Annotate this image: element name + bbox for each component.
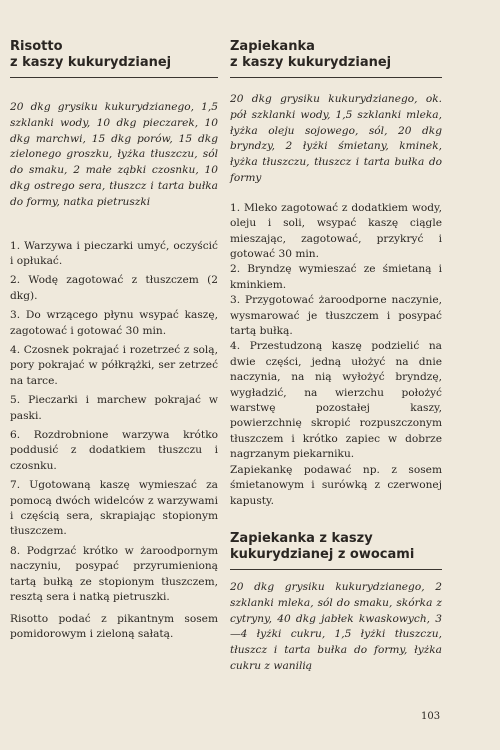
- right-title-divider: [230, 77, 442, 78]
- left-recipe-title-line1: Risotto: [10, 39, 63, 54]
- right-recipe-heading: [230, 39, 442, 71]
- right-recipe-title-line1: Zapiekanka: [230, 39, 315, 54]
- left-step-2: 2. Wodę zagotować z tłuszczem (2 dkg).: [10, 274, 218, 302]
- left-recipe-title-line2: z kaszy kukurydzianej: [10, 55, 172, 70]
- right-serving-note: Zapiekankę podawać np. z sosem śmietanowym i surówką z czerwonej kapusty.: [230, 463, 442, 507]
- right-recipe2-title-line2: kukurydzianej z owocami: [230, 546, 415, 562]
- left-step-1: 1. Warzywa i pieczarki umyć, oczyścić i opłukać.: [10, 239, 218, 267]
- right-recipe-title-line2: z kaszy kukurydzianej: [230, 55, 392, 70]
- right-step-1: 1. Mleko zagotować z dodatkiem wody, oleju i soli, wsypać kaszę ciągle mieszając, zagotować, przykryć i gotować 30 min.: [230, 201, 442, 260]
- right-steps-list: [230, 201, 442, 463]
- right-step-4: 4. Przestudzoną kaszę podzielić na dwie części, jedną ułożyć na dnie naczynia, na nią wyłożyć bryndzę, wygładzić, na wierzchu położyć warstwę pozostałej kaszy, powierzchnię skropić rozpuszczonym tłuszczem i krótko zapiec w dobrze nagrzanym piekarniku.: [230, 340, 442, 461]
- left-steps-list: [10, 239, 218, 606]
- right-recipe2-heading: [230, 531, 442, 563]
- left-step-8: 8. Podgrzać krótko w żaroodpornym naczyniu, posypać przyrumienioną tartą bułką ze stopionym tłuszczem, resztą sera i natką pietruszki.: [10, 544, 218, 604]
- left-step-6: 6. Rozdrobnione warzywa krótko poddusić z dodatkiem tłuszczu i czosnku.: [10, 429, 218, 472]
- left-column: [10, 0, 218, 642]
- left-ingredients: 20 dkg grysiku kukurydzianego, 1,5 szklanki wody, 10 dkg pieczarek, 10 dkg marchwi, 15 dkg porów, 15 dkg zielonego groszku, łyżka tłuszczu, sól do smaku, 2 małe ząbki czosnku, 10 dkg ostrego sera, tłuszcz i tarta bułka do formy, natka pietruszki: [10, 101, 218, 208]
- right-recipe2-title-line1: Zapiekanka z kaszy: [230, 530, 373, 546]
- right-step-2: 2. Bryndzę wymieszać ze śmietaną i kminkiem.: [230, 263, 442, 291]
- left-step-4: 4. Czosnek pokrajać i rozetrzeć z solą, pory pokrajać w półkrążki, ser zetrzeć na tarce.: [10, 344, 218, 387]
- left-title-divider: [10, 77, 218, 78]
- right-column: [230, 0, 442, 675]
- right-step-3: 3. Przygotować żaroodporne naczynie, wysmarować je tłuszczem i posypać tartą bułką.: [230, 294, 442, 338]
- right-recipe2-ingredients: 20 dkg grysiku kukurydzianego, 2 szklanki mleka, sól do smaku, skórka z cytryny, 40 dkg jabłek kwaskowych, 3—4 łyżki cukru, 1,5 łyżki tłuszczu, tłuszcz i tarta bułka do formy, łyżka cukru z wanilią: [230, 580, 442, 672]
- page-number: 103: [421, 711, 441, 722]
- left-step-3: 3. Do wrzącego płynu wsypać kaszę, zagotować i gotować 30 min.: [10, 309, 218, 337]
- left-step-5: 5. Pieczarki i marchew pokrajać w paski.: [10, 394, 218, 422]
- right-ingredients: 20 dkg grysiku kukurydzianego, ok. pół szklanki wody, 1,5 szklanki mleka, łyżka oleju sojowego, sól, 20 dkg bryndzy, 2 łyżki śmietany, kminek, łyżka tłuszczu, tłuszcz i tarta bułka do formy: [230, 93, 442, 184]
- left-step-7: 7. Ugotowaną kaszę wymieszać za pomocą dwóch widelców z warzywami i częścią sera, skrapiając stopionym tłuszczem.: [10, 479, 218, 538]
- left-serving-note: Risotto podać z pikantnym sosem pomidorowym i zieloną sałatą.: [10, 612, 218, 640]
- right-recipe2-divider: [230, 569, 442, 570]
- left-recipe-heading: [10, 39, 218, 71]
